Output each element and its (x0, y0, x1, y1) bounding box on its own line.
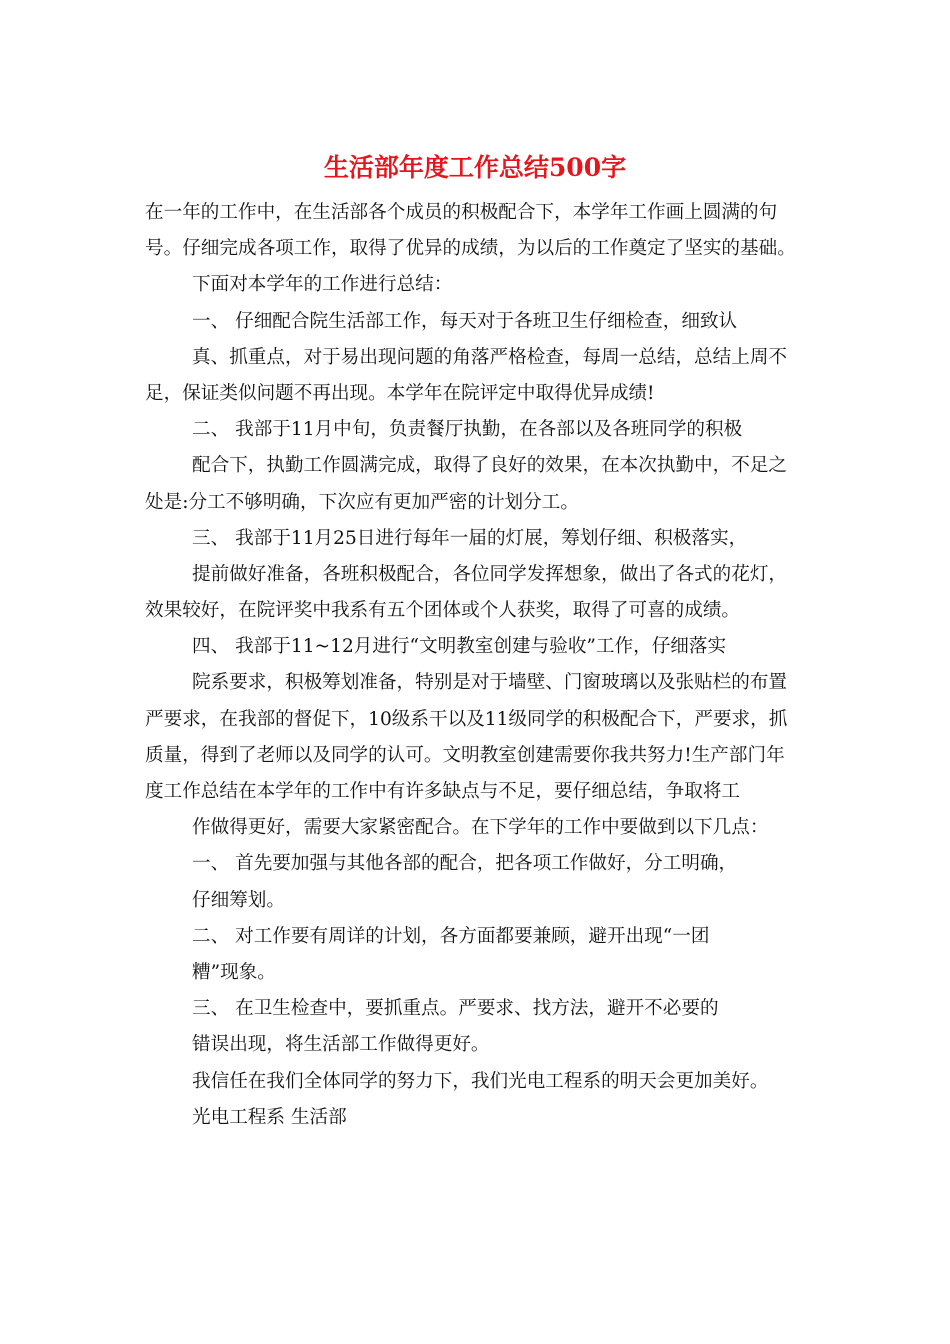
document-title: 生活部年度工作总结500字 (323, 153, 627, 182)
paragraph-line: 严要求，在我部的督促下，10级系干以及11级同学的积极配合下，严要求，抓 (145, 708, 788, 730)
paragraph-line: 在一年的工作中，在生活部各个成员的积极配合下，本学年工作画上圆满的句 (145, 202, 778, 223)
paragraph-line: 三、 我部于11月25日进行每年一届的灯展，筹划仔细、积极落实， (192, 527, 748, 549)
paragraph-line: 真、抓重点，对于易出现问题的角落严格检查，每周一总结，总结上周不 (192, 346, 788, 368)
paragraph-line: 效果较好，在院评奖中我系有五个团体或个人获奖，取得了可喜的成绩。 (145, 600, 741, 622)
paragraph-line: 仔细筹划。 (192, 889, 285, 911)
paragraph-line: 提前做好准备，各班积极配合，各位同学发挥想象，做出了各式的花灯， (192, 563, 788, 585)
paragraph-line: 二、 对工作要有周详的计划，各方面都要兼顾，避开出现“一团 (192, 925, 710, 947)
paragraph-line: 光电工程系 生活部 (192, 1106, 347, 1128)
paragraph-line: 下面对本学年的工作进行总结： (192, 274, 453, 296)
paragraph-line: 处是:分工不够明确，下次应有更加严密的计划分工。 (145, 491, 579, 513)
paragraph-line: 一、 仔细配合院生活部工作，每天对于各班卫生仔细检查，细致认 (192, 310, 738, 332)
paragraph-line: 院系要求，积极筹划准备，特别是对于墙壁、门窗玻璃以及张贴栏的布置 (192, 672, 788, 694)
paragraph-line: 三、 在卫生检查中，要抓重点。严要求、找方法，避开不必要的 (192, 998, 719, 1020)
paragraph-line: 错误出现，将生活部工作做得更好。 (192, 1034, 490, 1056)
paragraph-line: 糟”现象。 (192, 961, 276, 983)
paragraph-line: 四、 我部于11~12月进行“文明教室创建与验收”工作，仔细落实 (192, 636, 727, 658)
paragraph-line: 号。仔细完成各项工作，取得了优异的成绩，为以后的工作奠定了坚实的基础。 (145, 238, 796, 260)
paragraph-line: 作做得更好，需要大家紧密配合。在下学年的工作中要做到以下几点： (192, 817, 769, 839)
paragraph-line: 一、 首先要加强与其他各部的配合，把各项工作做好，分工明确， (192, 853, 738, 875)
paragraph-line: 足，保证类似问题不再出现。本学年在院评定中取得优异成绩! (145, 382, 655, 404)
document-body (145, 195, 815, 1136)
paragraph-line: 度工作总结在本学年的工作中有许多缺点与不足，要仔细总结，争取将工 (145, 781, 741, 802)
paragraph-line: 配合下，执勤工作圆满完成，取得了良好的效果，在本次执勤中，不足之 (192, 455, 788, 477)
paragraph-line: 二、 我部于11月中旬，负责餐厅执勤，在各部以及各班同学的积极 (192, 419, 743, 441)
paragraph-line: 质量，得到了老师以及同学的认可。文明教室创建需要你我共努力!生产部门年 (145, 744, 785, 766)
paragraph-line: 我信任在我们全体同学的努力下，我们光电工程系的明天会更加美好。 (192, 1070, 769, 1092)
